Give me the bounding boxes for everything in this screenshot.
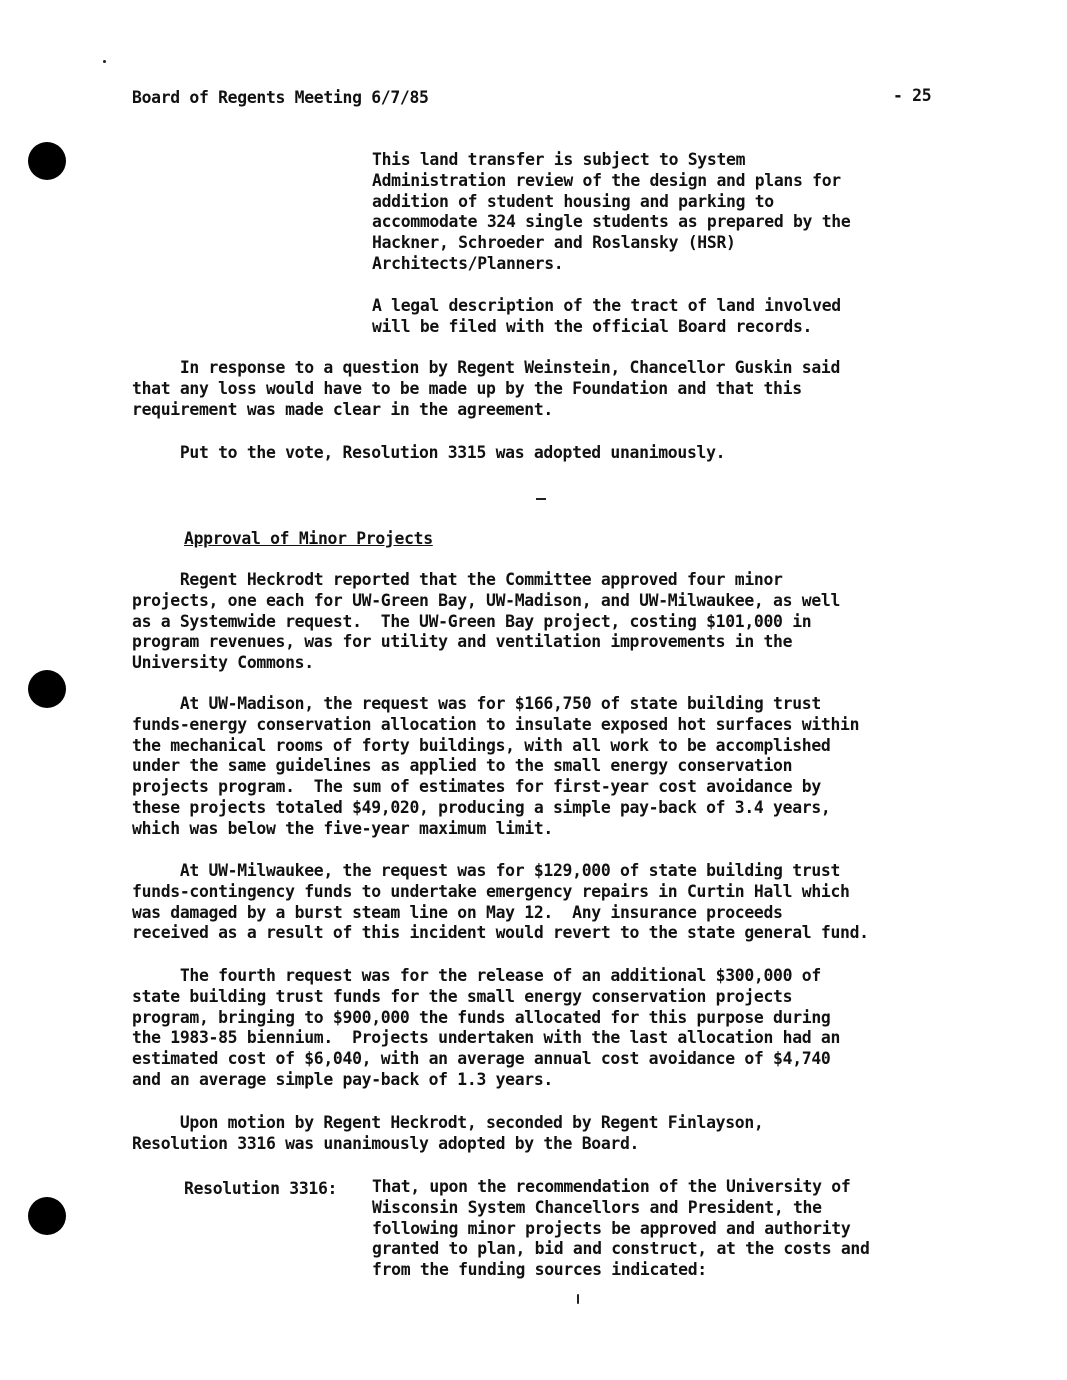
text-line: Regent Heckrodt reported that the Committee approved four minor [132, 570, 783, 589]
stray-mark [103, 60, 106, 63]
text-line: funds-contingency funds to undertake emergency repairs in Curtin Hall which [132, 881, 850, 901]
text-line: University Commons. [132, 653, 314, 673]
stray-mark [577, 1294, 579, 1304]
response-paragraph [132, 358, 840, 420]
text-line: was damaged by a burst steam line on May 12. Any insurance proceeds [132, 902, 783, 922]
separator-dash [536, 498, 546, 500]
resolution-label: Resolution 3316: [184, 1179, 338, 1198]
binder-hole-middle [28, 670, 66, 708]
section-heading: Approval of Minor Projects [184, 529, 433, 548]
text-line: The fourth request was for the release of an additional $300,000 of [132, 966, 821, 985]
text-line: This land transfer is subject to System [372, 150, 746, 169]
page-number: - 25 [893, 86, 932, 105]
madison-paragraph [132, 694, 859, 840]
text-line: At UW-Madison, the request was for $166,750 of state building trust [132, 694, 821, 713]
land-transfer-paragraph [372, 150, 850, 275]
text-line: Resolution 3316 was unanimously adopted by the Board. [132, 1133, 640, 1153]
binder-hole-bottom [28, 1197, 66, 1235]
text-line: projects, one each for UW-Green Bay, UW-Madison, and UW-Milwaukee, as well [132, 590, 841, 610]
text-line: Administration review of the design and plans for [372, 170, 841, 190]
text-line: following minor projects be approved and authority [372, 1218, 851, 1238]
binder-hole-top [28, 142, 66, 180]
text-line: In response to a question by Regent Weinstein, Chancellor Guskin said [132, 358, 841, 377]
text-line: program revenues, was for utility and ventilation improvements in the [132, 632, 793, 652]
header-title: Board of Regents Meeting 6/7/85 [132, 88, 429, 107]
text-line: Hackner, Schroeder and Roslansky (HSR) [372, 233, 736, 253]
text-line: Wisconsin System Chancellors and President, the [372, 1197, 822, 1217]
text-line: these projects totaled $49,020, producing a simple pay-back of 3.4 years, [132, 797, 831, 817]
legal-description-paragraph [372, 296, 841, 338]
text-line: and an average simple pay-back of 1.3 years. [132, 1069, 553, 1089]
heckrodt-report-paragraph [132, 570, 840, 674]
motion-paragraph [132, 1113, 764, 1155]
text-line: the 1983-85 biennium. Projects undertaken with the last allocation had an [132, 1028, 841, 1048]
text-line: addition of student housing and parking to [372, 191, 774, 211]
text-line: under the same guidelines as applied to the small energy conservation [132, 756, 793, 776]
text-line: requirement was made clear in the agreement. [132, 399, 553, 419]
text-line: Upon motion by Regent Heckrodt, seconded by Regent Finlayson, [132, 1113, 764, 1132]
text-line: projects program. The sum of estimates for first-year cost avoidance by [132, 777, 821, 797]
text-line: That, upon the recommendation of the University of [372, 1177, 851, 1196]
milwaukee-paragraph [132, 861, 869, 944]
text-line: the mechanical rooms of forty buildings, with all work to be accomplished [132, 735, 831, 755]
text-line: that any loss would have to be made up by the Foundation and that this [132, 378, 802, 398]
text-line: funds-energy conservation allocation to insulate exposed hot surfaces within [132, 714, 860, 734]
text-line: which was below the five-year maximum limit. [132, 818, 553, 838]
text-line: from the funding sources indicated: [372, 1260, 707, 1280]
text-line: estimated cost of $6,040, with an average annual cost avoidance of $4,740 [132, 1049, 831, 1069]
text-line: A legal description of the tract of land involved [372, 296, 841, 315]
text-line: as a Systemwide request. The UW-Green Bay project, costing $101,000 in [132, 611, 812, 631]
resolution-text [372, 1177, 870, 1281]
text-line: At UW-Milwaukee, the request was for $129,000 of state building trust [132, 861, 841, 880]
text-line: granted to plan, bid and construct, at the costs and [372, 1239, 870, 1259]
text-line: will be filed with the official Board records. [372, 316, 813, 336]
text-line: program, bringing to $900,000 the funds allocated for this purpose during [132, 1007, 831, 1027]
text-line: Architects/Planners. [372, 253, 564, 273]
text-line: received as a result of this incident would revert to the state general fund. [132, 923, 869, 943]
text-line: accommodate 324 single students as prepared by the [372, 212, 851, 232]
text-line: state building trust funds for the small energy conservation projects [132, 986, 793, 1006]
vote-sentence: Put to the vote, Resolution 3315 was adopted unanimously. [132, 443, 726, 462]
fourth-request-paragraph [132, 966, 840, 1091]
